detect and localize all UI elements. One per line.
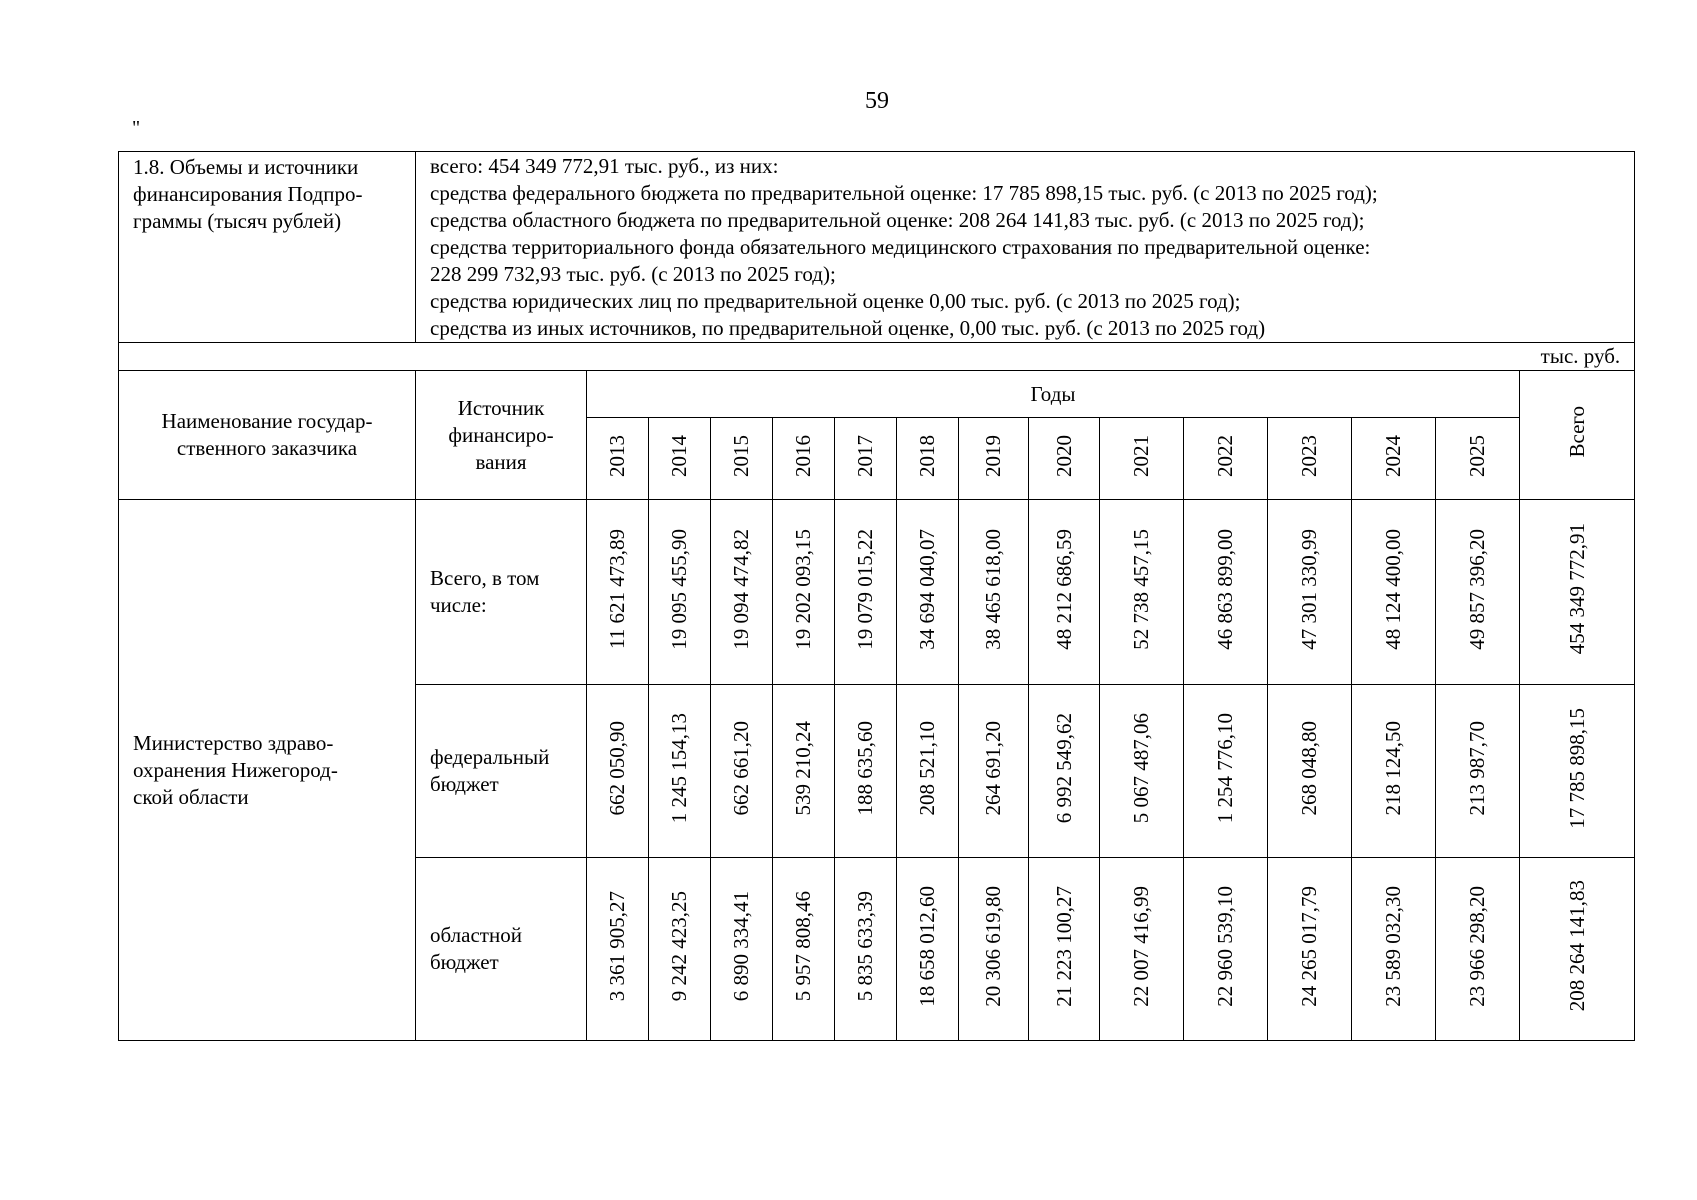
summary-line-federal: средства федерального бюджета по предварительной оценке: 17 785 898,15 тыс. руб. (с 2013 по 2025 год); <box>430 181 1378 205</box>
value-cell: 264 691,20 <box>959 685 1029 858</box>
year-header: 2025 <box>1436 418 1520 500</box>
value-cell: 49 857 396,20 <box>1436 500 1520 685</box>
financing-summary-text <box>416 152 1635 343</box>
value-cell: 38 465 618,00 <box>959 500 1029 685</box>
summary-line-legal-entities: средства юридических лиц по предварительной оценке 0,00 тыс. руб. (с 2013 по 2025 год); <box>430 289 1241 313</box>
value-cell: 22 960 539,10 <box>1184 858 1268 1041</box>
opening-quote-mark: " <box>132 117 141 139</box>
value-cell: 48 212 686,59 <box>1029 500 1100 685</box>
value-cell: 23 589 032,30 <box>1352 858 1436 1041</box>
summary-line-regional: средства областного бюджета по предварительной оценке: 208 264 141,83 тыс. руб. (с 2013 по 2025 год); <box>430 208 1365 232</box>
value-cell: 19 095 455,90 <box>649 500 711 685</box>
value-cell: 6 890 334,41 <box>711 858 773 1041</box>
value-cell: 52 738 457,15 <box>1100 500 1184 685</box>
value-cell: 5 957 808,46 <box>773 858 835 1041</box>
row-total-cell: 17 785 898,15 <box>1520 685 1635 858</box>
section-label-line: финансирования Подпро- <box>133 182 363 206</box>
value-cell: 213 987,70 <box>1436 685 1520 858</box>
year-header: 2014 <box>649 418 711 500</box>
value-cell: 22 007 416,99 <box>1100 858 1184 1041</box>
value-cell: 1 254 776,10 <box>1184 685 1268 858</box>
value-cell: 21 223 100,27 <box>1029 858 1100 1041</box>
value-cell: 24 265 017,79 <box>1268 858 1352 1041</box>
summary-line-total: всего: 454 349 772,91 тыс. руб., из них: <box>430 154 779 178</box>
summary-line-insurance-fund-amount: 228 299 732,93 тыс. руб. (с 2013 по 2025 год); <box>430 262 836 286</box>
year-header: 2017 <box>835 418 897 500</box>
source-name: федеральный бюджет <box>416 685 587 858</box>
row-total-cell: 454 349 772,91 <box>1520 500 1635 685</box>
value-cell: 20 306 619,80 <box>959 858 1029 1041</box>
customer-column-header: Наименование государ- ственного заказчика <box>119 371 416 500</box>
unit-label: тыс. руб. <box>119 343 1635 371</box>
value-cell: 9 242 423,25 <box>649 858 711 1041</box>
value-cell: 188 635,60 <box>835 685 897 858</box>
year-header: 2021 <box>1100 418 1184 500</box>
value-cell: 18 658 012,60 <box>897 858 959 1041</box>
value-cell: 19 094 474,82 <box>711 500 773 685</box>
source-name: Всего, в том числе: <box>416 500 587 685</box>
summary-line-other-sources: средства из иных источников, по предварительной оценке, 0,00 тыс. руб. (с 2013 по 2025 год) <box>430 316 1266 340</box>
year-header: 2018 <box>897 418 959 500</box>
value-cell: 6 992 549,62 <box>1029 685 1100 858</box>
section-label-line: 1.8. Объемы и источники <box>133 155 359 179</box>
source-name: областной бюджет <box>416 858 587 1041</box>
value-cell: 662 661,20 <box>711 685 773 858</box>
year-header: 2013 <box>587 418 649 500</box>
table-row-total <box>119 500 1635 685</box>
value-cell: 5 835 633,39 <box>835 858 897 1041</box>
financing-summary-row <box>119 152 1635 343</box>
page-number: 59 <box>865 88 889 114</box>
unit-row <box>119 343 1635 371</box>
value-cell: 208 521,10 <box>897 685 959 858</box>
customer-name: Министерство здраво- охранения Нижегород- ской области <box>119 500 416 1041</box>
value-cell: 662 050,90 <box>587 685 649 858</box>
value-cell: 48 124 400,00 <box>1352 500 1436 685</box>
value-cell: 34 694 040,07 <box>897 500 959 685</box>
value-cell: 46 863 899,00 <box>1184 500 1268 685</box>
year-header: 2019 <box>959 418 1029 500</box>
year-header: 2020 <box>1029 418 1100 500</box>
value-cell: 11 621 473,89 <box>587 500 649 685</box>
year-header: 2016 <box>773 418 835 500</box>
value-cell: 19 079 015,22 <box>835 500 897 685</box>
years-group-header: Годы <box>587 371 1520 418</box>
value-cell: 1 245 154,13 <box>649 685 711 858</box>
year-header: 2015 <box>711 418 773 500</box>
section-label-line: граммы (тысяч рублей) <box>133 209 342 233</box>
value-cell: 19 202 093,15 <box>773 500 835 685</box>
year-header: 2022 <box>1184 418 1268 500</box>
header-row-top <box>119 371 1635 418</box>
value-cell: 539 210,24 <box>773 685 835 858</box>
year-header: 2024 <box>1352 418 1436 500</box>
section-label <box>119 152 416 343</box>
value-cell: 23 966 298,20 <box>1436 858 1520 1041</box>
summary-line-insurance-fund: средства территориального фонда обязательного медицинского страхования по предварительной оценке: <box>430 235 1371 259</box>
value-cell: 5 067 487,06 <box>1100 685 1184 858</box>
financing-table <box>118 151 1635 1041</box>
source-column-header: Источник финансиро- вания <box>416 371 587 500</box>
value-cell: 3 361 905,27 <box>587 858 649 1041</box>
total-column-header: Всего <box>1520 371 1635 500</box>
value-cell: 47 301 330,99 <box>1268 500 1352 685</box>
value-cell: 268 048,80 <box>1268 685 1352 858</box>
value-cell: 218 124,50 <box>1352 685 1436 858</box>
row-total-cell: 208 264 141,83 <box>1520 858 1635 1041</box>
year-header: 2023 <box>1268 418 1352 500</box>
